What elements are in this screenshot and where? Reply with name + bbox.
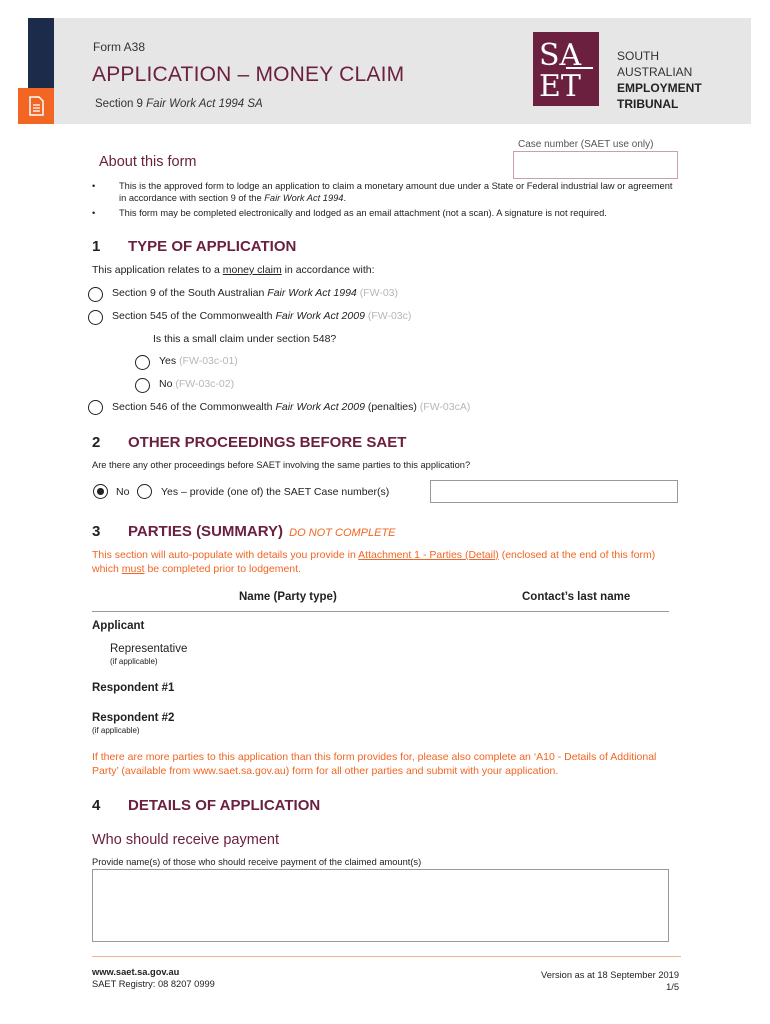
saet-logo — [533, 32, 599, 106]
form-number: Form A38 — [93, 40, 146, 54]
option-section-545-prefix: Section 545 of the Commonwealth — [112, 310, 273, 322]
option-section-545-label — [112, 310, 411, 322]
about-bullet-1 — [92, 180, 682, 204]
radio-other-proceedings-no[interactable] — [93, 484, 108, 499]
radio-section-545[interactable] — [88, 310, 103, 325]
subtitle-act: Fair Work Act 1994 SA — [146, 98, 263, 110]
party-applicant: Applicant — [92, 620, 145, 632]
section-3-note-end: be completed prior to lodgement. — [147, 563, 301, 575]
footer-website[interactable]: www.saet.sa.gov.au — [92, 967, 180, 977]
option-section-9-label — [112, 287, 398, 299]
party-respondent-1: Respondent #1 — [92, 682, 175, 694]
section-2-question: Are there any other proceedings before SAET involving the same parties to this application? — [92, 460, 471, 470]
radio-section-546[interactable] — [88, 400, 103, 415]
option-section-9-code: (FW-03) — [359, 287, 398, 299]
section-1-intro-link: money claim — [222, 264, 282, 276]
radio-small-claim-no[interactable] — [135, 378, 150, 393]
option-section-545-act: Fair Work Act 2009 — [275, 310, 365, 322]
column-header-name: Name (Party type) — [239, 591, 337, 603]
small-claim-yes-text: Yes — [159, 355, 177, 367]
case-number-field[interactable] — [513, 151, 678, 179]
about-bullets — [92, 180, 682, 220]
party-representative: Representative — [110, 643, 188, 655]
small-claim-no-label — [159, 378, 234, 390]
representative-if-applicable: (if applicable) — [110, 657, 158, 666]
about-bullet-1-text: This is the approved form to lodge an application to claim a monetary amount due under a State or Federal industrial law or agreement in accordance with section 9 of the — [119, 181, 673, 203]
section-3-number: 3 — [92, 523, 101, 540]
about-bullet-1-act: Fair Work Act 1994 — [264, 193, 344, 203]
radio-small-claim-yes[interactable] — [135, 355, 150, 370]
option-section-545-code: (FW-03c) — [367, 310, 412, 322]
logo-letters-sa: SA — [539, 38, 582, 73]
section-3-note — [92, 548, 677, 576]
logo-line-employment: EMPLOYMENT — [617, 81, 702, 95]
small-claim-no-text: No — [159, 378, 173, 390]
option-section-546-suffix: (penalties) — [367, 401, 417, 413]
subtitle-section: Section 9 — [95, 98, 143, 110]
section-2-number: 2 — [92, 434, 101, 451]
about-bullet-1-end: . — [343, 193, 347, 203]
option-section-546-prefix: Section 546 of the Commonwealth — [112, 401, 273, 413]
case-number-label: Case number (SAET use only) — [518, 139, 654, 150]
small-claim-yes-label — [159, 355, 238, 367]
section-2-title: OTHER PROCEEDINGS BEFORE SAET — [128, 434, 407, 451]
section-3-title-text: PARTIES (SUMMARY) — [128, 523, 283, 540]
section-3-title — [128, 523, 396, 540]
other-proceedings-no-label: No — [116, 486, 130, 498]
party-respondent-2: Respondent #2 — [92, 712, 175, 724]
about-bullet-2: • This form may be completed electronically and lodged as an email attachment (not a scan). A signature is not required. — [92, 207, 682, 219]
document-icon — [18, 88, 54, 124]
radio-other-proceedings-yes[interactable] — [137, 484, 152, 499]
section-4-prompt: Provide name(s) of those who should receive payment of the claimed amount(s) — [92, 857, 422, 867]
saet-case-number-input[interactable] — [430, 480, 678, 503]
logo-line-australian: AUSTRALIAN — [617, 65, 693, 79]
logo-line-tribunal: TRIBUNAL — [617, 97, 679, 111]
logo-wordmark — [617, 48, 702, 112]
option-section-546-code: (FW-03cA) — [419, 401, 471, 413]
section-1-intro — [92, 264, 375, 276]
do-not-complete-note: DO NOT COMPLETE — [289, 527, 396, 539]
page-subtitle — [95, 98, 263, 110]
option-section-9-act: Fair Work Act 1994 — [267, 287, 357, 299]
payment-recipients-textarea[interactable] — [92, 869, 669, 942]
attachment-1-link[interactable]: Attachment 1 - Parties (Detail) — [358, 549, 499, 561]
footer-page-number: 1/5 — [666, 982, 679, 992]
section-1-number: 1 — [92, 238, 101, 255]
section-1-intro-prefix: This application relates to a — [92, 264, 220, 276]
footer-registry: SAET Registry: 08 8207 0999 — [92, 979, 215, 989]
section-3-note-prefix: This section will auto-populate with details you provide in — [92, 549, 356, 561]
radio-section-9[interactable] — [88, 287, 103, 302]
option-section-546-label — [112, 401, 470, 413]
section-4-subtitle: Who should receive payment — [92, 832, 279, 848]
other-proceedings-yes-label: Yes – provide (one of) the SAET Case number(s) — [161, 486, 390, 498]
small-claim-no-code: (FW-03c-02) — [175, 378, 235, 390]
option-section-9-prefix: Section 9 of the South Australian — [112, 287, 265, 299]
section-1-title: TYPE OF APPLICATION — [128, 238, 297, 255]
footer-divider — [92, 956, 681, 957]
respondent-2-if-applicable: (if applicable) — [92, 726, 140, 735]
small-claim-yes-code: (FW-03c-01) — [179, 355, 238, 367]
section-4-title: DETAILS OF APPLICATION — [128, 797, 321, 814]
parties-divider — [92, 611, 669, 612]
logo-line-south: SOUTH — [617, 49, 659, 63]
section-3-note-must: must — [121, 563, 145, 575]
logo-letters-et: ET — [539, 69, 581, 104]
section-1-intro-suffix: in accordance with: — [284, 264, 375, 276]
about-title: About this form — [99, 154, 197, 170]
option-section-546-act: Fair Work Act 2009 — [275, 401, 365, 413]
page-title: APPLICATION – MONEY CLAIM — [92, 63, 405, 86]
more-parties-note: If there are more parties to this application than this form provides for, please also complete an ‘A10 - Details of Additional Party’ (available from www.saet.sa.gov.au) form for all other parties and submit with your application. — [92, 751, 657, 777]
section-3-note-mid: (enclosed at the end of this form) which — [92, 549, 656, 575]
section-4-number: 4 — [92, 797, 101, 814]
small-claim-question: Is this a small claim under section 548? — [153, 333, 337, 345]
column-header-contact: Contact’s last name — [522, 591, 631, 603]
footer-version: Version as at 18 September 2019 — [541, 970, 679, 980]
